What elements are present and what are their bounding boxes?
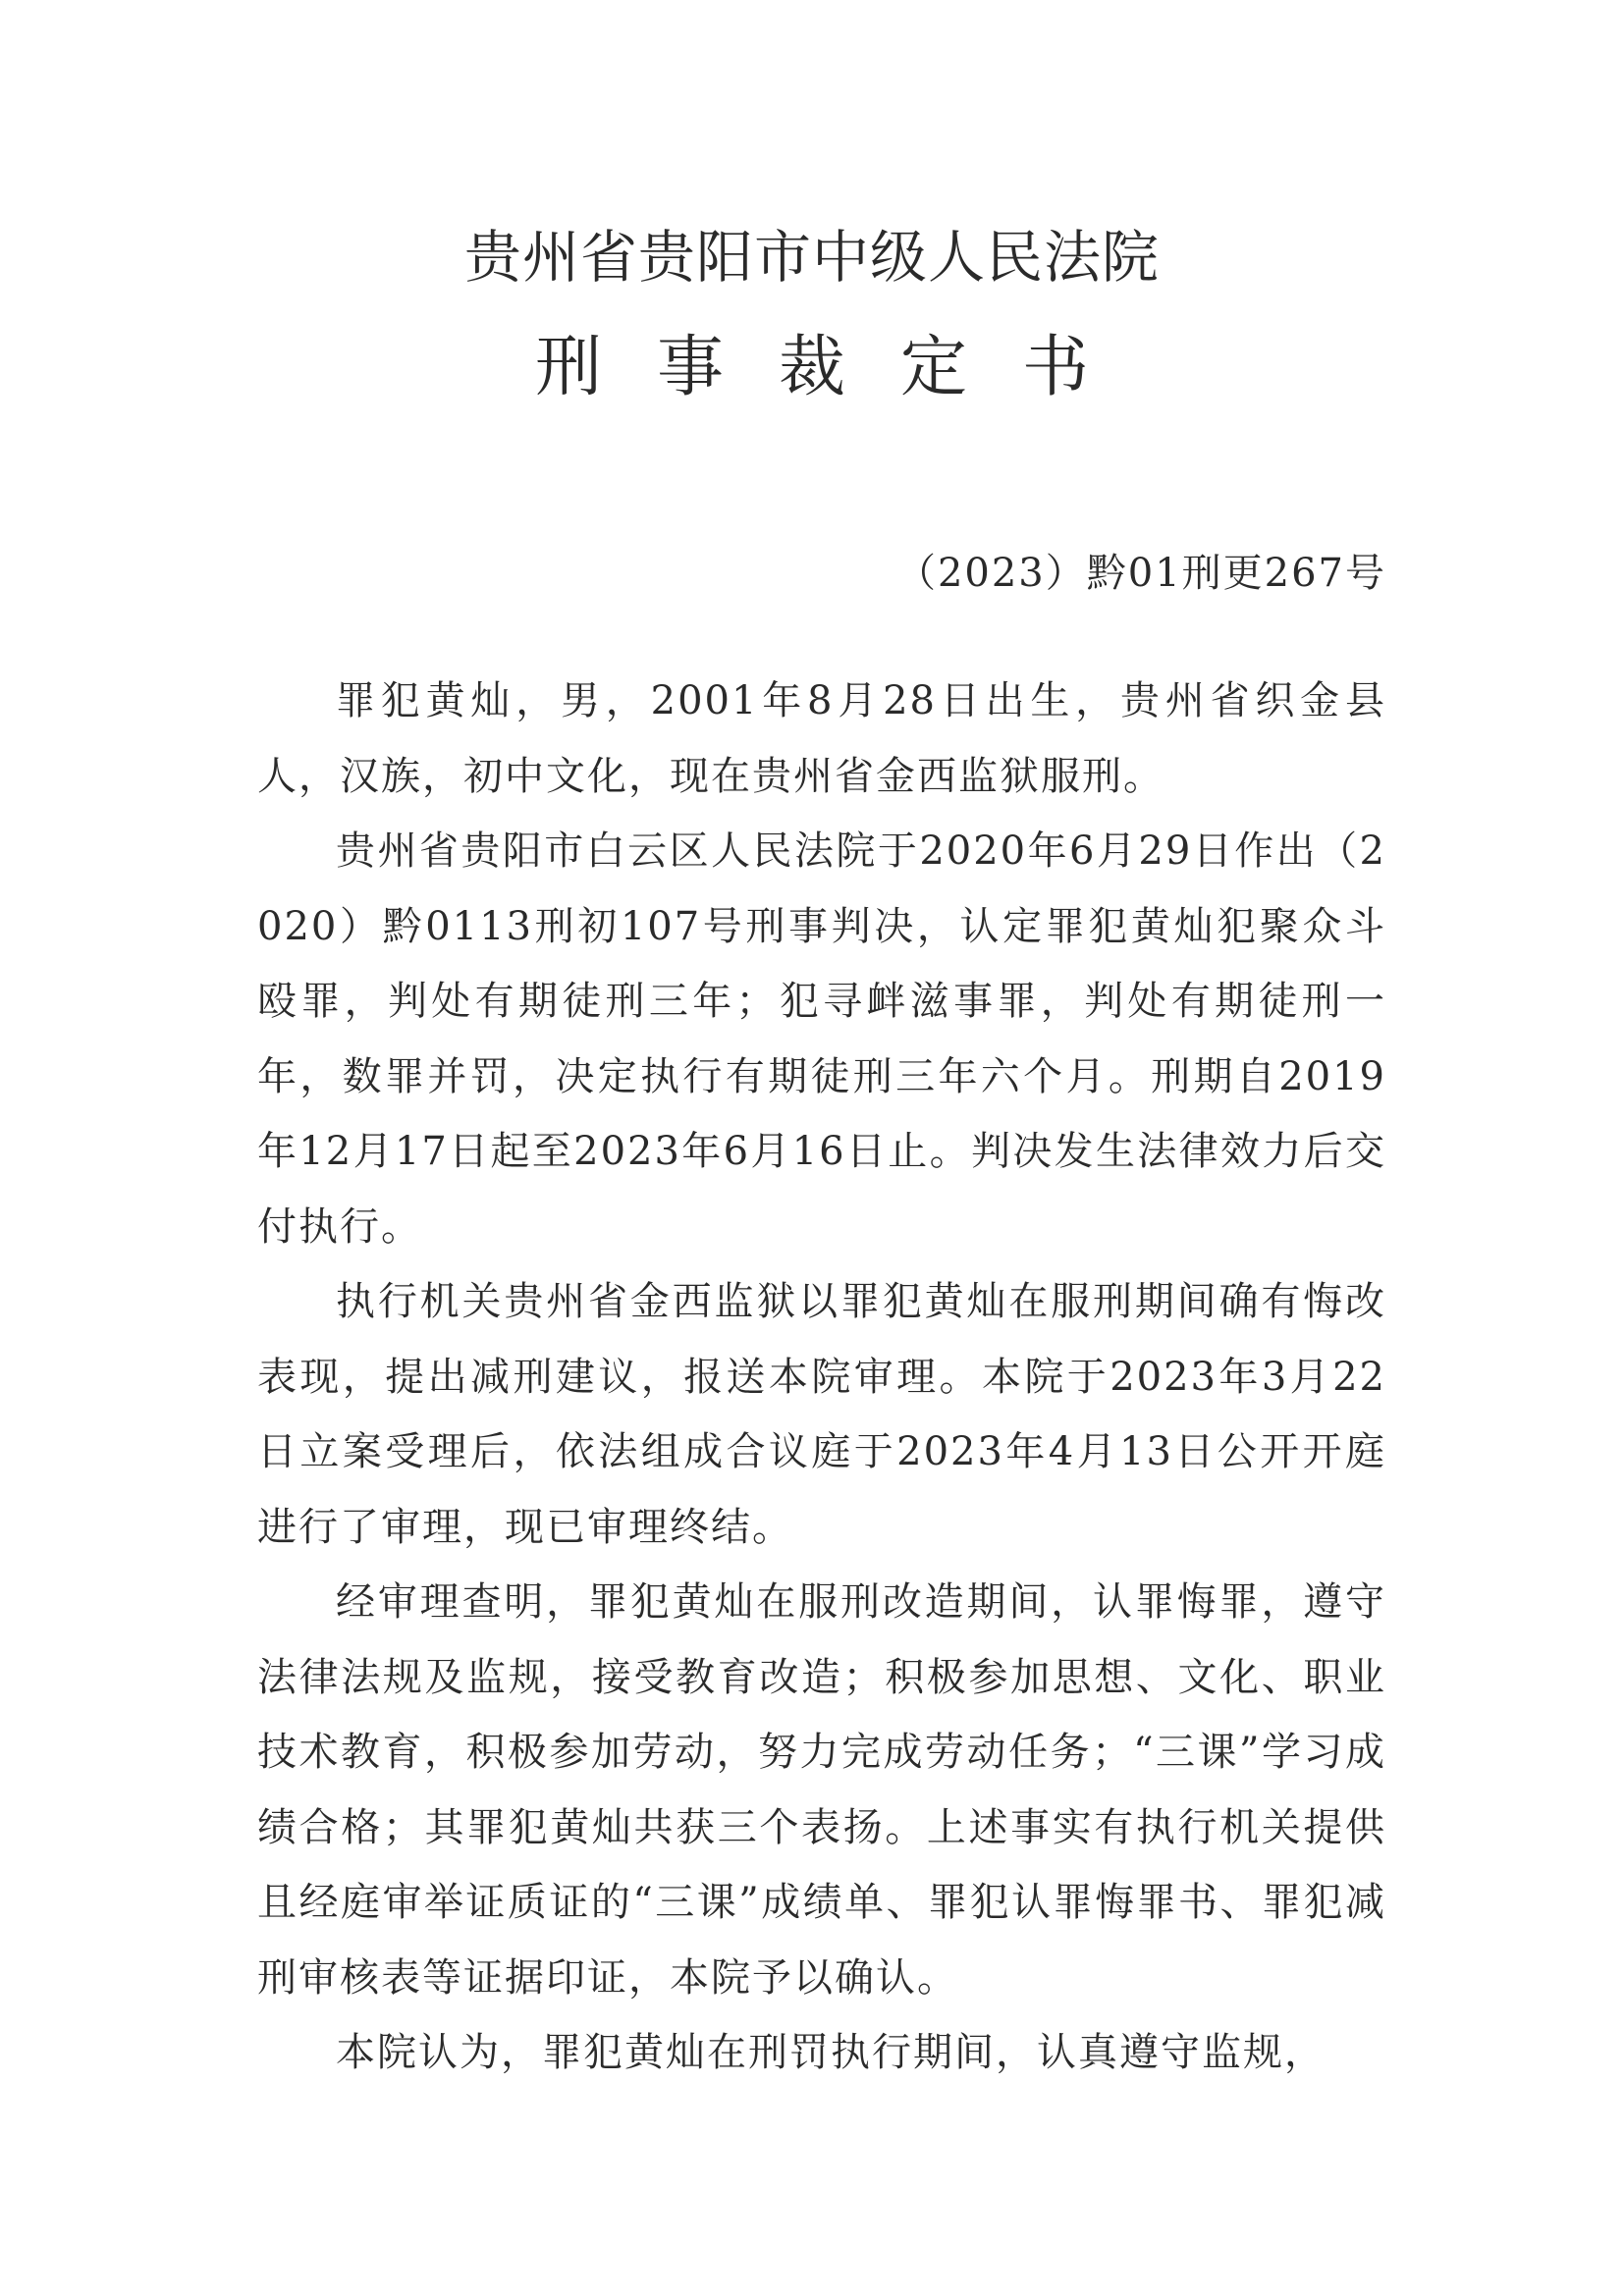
paragraph-original-judgment: 贵州省贵阳市白云区人民法院于2020年6月29日作出（2020）黔0113刑初107号刑事判决，认定罪犯黄灿犯聚众斗殴罪，判处有期徒刑三年；犯寻衅滋事罪，判处有期徒刑一年，数罪并罚，决定执行有期徒刑三年六个月。刑期自2019年12月17日起至2023年6月16日止。判决发生法律效力后交付执行。 — [257, 828, 1386, 1250]
case-number: （2023）黔01刑更267号 — [895, 551, 1386, 596]
paragraph-defendant-info: 罪犯黄灿，男，2001年8月28日出生，贵州省织金县人，汉族，初中文化，现在贵州省金西监狱服刑。 — [257, 678, 1386, 799]
court-name: 贵州省贵阳市中级人民法院 — [463, 224, 1160, 291]
document-body — [257, 664, 1386, 2091]
document-type-title: 刑事裁定书 — [534, 329, 1144, 406]
paragraph-findings: 经审理查明，罪犯黄灿在服刑改造期间，认罪悔罪，遵守法律法规及监规，接受教育改造；积极参加思想、文化、职业技术教育，积极参加劳动，努力完成劳动任务；“三课”学习成绩合格；其罪犯黄灿共获三个表扬。上述事实有执行机关提供且经庭审举证质证的“三课”成绩单、罪犯认罪悔罪书、罪犯减刑审核表等证据印证，本院予以确认。 — [257, 1579, 1386, 2001]
paragraph-court-opinion: 本院认为，罪犯黄灿在刑罚执行期间，认真遵守监规， — [336, 2030, 1326, 2075]
paragraph-commutation-proposal: 执行机关贵州省金西监狱以罪犯黄灿在服刑期间确有悔改表现，提出减刑建议，报送本院审理。本院于2023年3月22日立案受理后，依法组成合议庭于2023年4月13日公开开庭进行了审理，现已审理终结。 — [257, 1279, 1386, 1550]
